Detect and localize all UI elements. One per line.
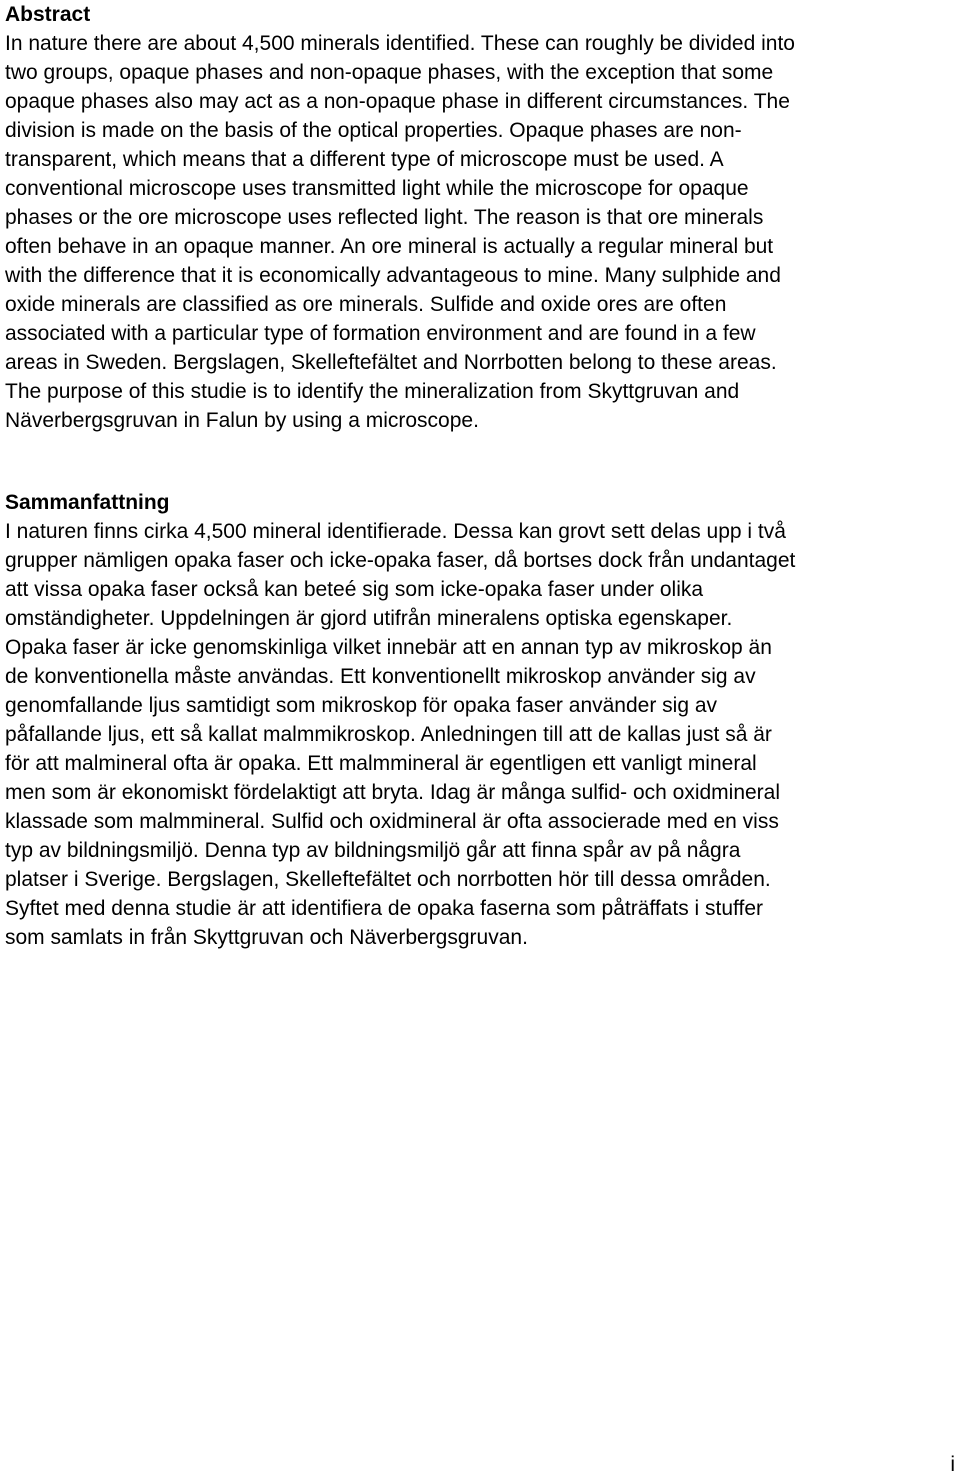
abstract-line: oxide minerals are classified as ore minerals. Sulfide and oxide ores are often xyxy=(5,293,727,316)
abstract-line: division is made on the basis of the optical properties. Opaque phases are non- xyxy=(5,119,742,142)
abstract-paragraph xyxy=(5,29,950,435)
abstract-line: areas in Sweden. Bergslagen, Skelleftefältet and Norrbotten belong to these areas. xyxy=(5,351,777,374)
summary-line: omständigheter. Uppdelningen är gjord utifrån mineralens optiska egenskaper. xyxy=(5,607,733,630)
summary-line: men som är ekonomiskt fördelaktigt att bryta. Idag är många sulfid- och oxidmineral xyxy=(5,781,781,804)
abstract-line: often behave in an opaque manner. An ore mineral is actually a regular mineral but xyxy=(5,235,774,258)
abstract-section xyxy=(5,0,950,435)
summary-line: klassade som malmmineral. Sulfid och oxidmineral är ofta associerade med en viss xyxy=(5,810,779,833)
summary-line: att vissa opaka faser också kan beteé sig som icke-opaka faser under olika xyxy=(5,578,704,601)
abstract-line: In nature there are about 4,500 minerals identified. These can roughly be divided into xyxy=(5,32,795,55)
summary-line: påfallande ljus, ett så kallat malmmikroskop. Anledningen till att de kallas just så är xyxy=(5,723,772,746)
abstract-line: two groups, opaque phases and non-opaque phases, with the exception that some xyxy=(5,61,774,84)
summary-paragraph xyxy=(5,517,950,952)
summary-heading: Sammanfattning xyxy=(5,491,170,514)
abstract-line: The purpose of this studie is to identify the mineralization from Skyttgruvan and xyxy=(5,380,740,403)
abstract-line: phases or the ore microscope uses reflected light. The reason is that ore minerals xyxy=(5,206,764,229)
abstract-line: conventional microscope uses transmitted light while the microscope for opaque xyxy=(5,177,749,200)
summary-line: typ av bildningsmiljö. Denna typ av bildningsmiljö går att finna spår av på några xyxy=(5,839,741,862)
summary-section xyxy=(5,488,950,952)
abstract-line: associated with a particular type of formation environment and are found in a few xyxy=(5,322,756,345)
summary-line: grupper nämligen opaka faser och icke-opaka faser, då bortses dock från undantaget xyxy=(5,549,796,572)
abstract-line: transparent, which means that a different type of microscope must be used. A xyxy=(5,148,724,171)
summary-line: de konventionella måste användas. Ett konventionellt mikroskop använder sig av xyxy=(5,665,756,688)
summary-line: Syftet med denna studie är att identifiera de opaka faserna som påträffats i stuffer xyxy=(5,897,763,920)
summary-line: genomfallande ljus samtidigt som mikroskop för opaka faser använder sig av xyxy=(5,694,718,717)
summary-line: I naturen finns cirka 4,500 mineral identifierade. Dessa kan grovt sett delas upp i två xyxy=(5,520,786,543)
summary-line: platser i Sverige. Bergslagen, Skelleftefältet och norrbotten hör till dessa områden. xyxy=(5,868,771,891)
abstract-line: with the difference that it is economically advantageous to mine. Many sulphide and xyxy=(5,264,781,287)
abstract-line: opaque phases also may act as a non-opaque phase in different circumstances. The xyxy=(5,90,790,113)
page-number: i xyxy=(950,1453,955,1476)
summary-line: som samlats in från Skyttgruvan och Näverbergsgruvan. xyxy=(5,926,528,949)
abstract-heading: Abstract xyxy=(5,3,91,26)
summary-line: för att malmineral ofta är opaka. Ett malmmineral är egentligen ett vanligt mineral xyxy=(5,752,757,775)
abstract-line: Näverbergsgruvan in Falun by using a microscope. xyxy=(5,409,479,432)
summary-line: Opaka faser är icke genomskinliga vilket innebär att en annan typ av mikroskop än xyxy=(5,636,772,659)
